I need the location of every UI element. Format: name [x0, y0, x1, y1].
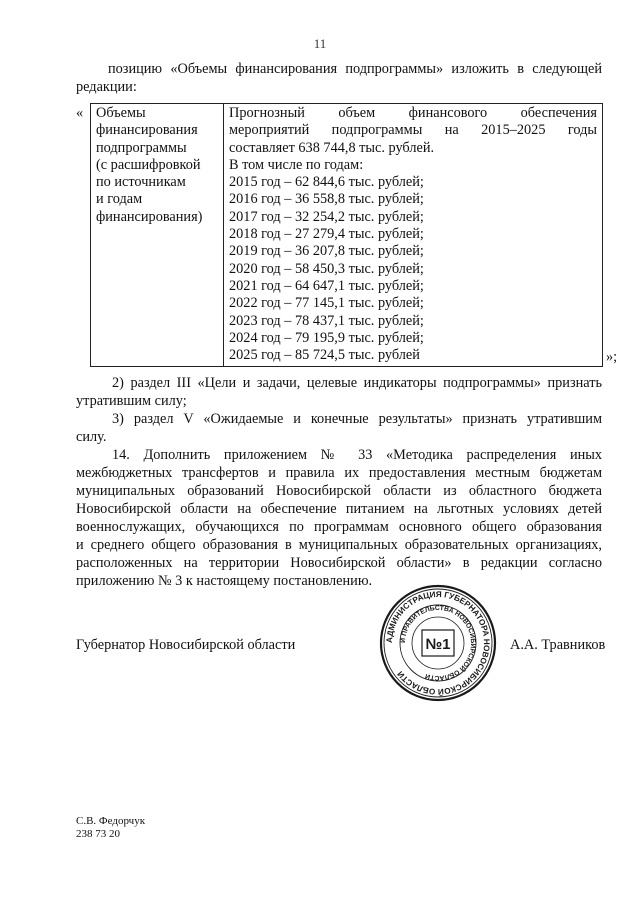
table-value-line: мероприятий подпрограммы на 2015–2025 годы — [229, 122, 597, 139]
page-number: 11 — [313, 36, 327, 51]
para-2-line-2: утратившим силу; — [76, 393, 187, 409]
para-14-line: межбюджетных трансфертов и правила их предоставления местным бюджетам — [76, 465, 602, 481]
table-label-line: финансирования) — [96, 208, 203, 225]
official-seal — [378, 583, 498, 703]
close-quote: »; — [606, 349, 618, 365]
para-3-line-2: силу. — [76, 429, 107, 445]
table-value-line: В том числе по годам: — [229, 156, 364, 173]
para-2-line-1: 2) раздел III «Цели и задачи, целевые индикаторы подпрограммы» признать — [112, 375, 602, 391]
executor-name: С.В. Федорчук — [76, 815, 146, 827]
para-14-line: 14. Дополнить приложением № 33 «Методика распределения иных — [112, 447, 602, 463]
para-14-line: и среднего общего образования в муниципальных образовательных организациях, — [76, 537, 602, 553]
table-year-line: 2018 год – 27 279,4 тыс. рублей; — [229, 226, 424, 243]
open-quote: « — [76, 105, 84, 121]
signature-title: Губернатор Новосибирской области — [76, 637, 296, 653]
table-label-line: подпрограммы — [96, 139, 187, 156]
table-year-line: 2019 год – 36 207,8 тыс. рублей; — [229, 243, 424, 260]
para-14-line: муниципальных образований Новосибирской области из областного бюджета — [76, 483, 602, 499]
table-year-line: 2025 год – 85 724,5 тыс. рублей — [229, 347, 420, 364]
table-label-cell — [91, 104, 224, 367]
table-year-line: 2015 год – 62 844,6 тыс. рублей; — [229, 174, 424, 191]
table-value-cell — [224, 104, 603, 367]
table-year-line: 2021 год – 64 647,1 тыс. рублей; — [229, 277, 424, 294]
table-label-line: и годам — [96, 191, 143, 208]
table-year-line: 2022 год – 77 145,1 тыс. рублей; — [229, 295, 424, 312]
table-year-line: 2017 год – 32 254,2 тыс. рублей; — [229, 208, 424, 225]
table-year-line: 2023 год – 78 437,1 тыс. рублей; — [229, 312, 424, 329]
table-label-line: (с расшифровкой — [96, 156, 201, 173]
para-14-line: приложению № 3 к настоящему постановлению. — [76, 573, 373, 589]
intro-line-1: позицию «Объемы финансирования подпрограммы» изложить в следующей — [108, 61, 602, 77]
seal-number: №1 — [425, 636, 451, 653]
para-14-line: Новосибирской области на обеспечение питанием на льготных условиях детей — [76, 501, 602, 517]
para-14-line: расположенных на территории Новосибирской области» в редакции согласно — [76, 555, 602, 571]
seal-graphic — [378, 583, 498, 703]
seal-inner-text: И ПРАВИТЕЛЬСТВА НОВОСИБИРСКОЙ ОБЛАСТИ — [399, 604, 477, 682]
table-value-line: Прогнозный объем финансового обеспечения — [229, 105, 597, 121]
signature-name: А.А. Травников — [510, 637, 606, 653]
intro-line-2: редакции: — [76, 79, 137, 95]
seal-outer-text: АДМИНИСТРАЦИЯ ГУБЕРНАТОРА НОВОСИБИРСКОЙ ОБЛАСТИ — [384, 589, 492, 697]
table-year-line: 2020 год – 58 450,3 тыс. рублей; — [229, 260, 424, 277]
table-label-line: финансирования — [96, 122, 198, 139]
para-3-line-1: 3) раздел V «Ожидаемые и конечные результаты» признать утратившим — [112, 411, 602, 427]
para-14-line: военнослужащих, обучающихся по программам основного общего образования — [76, 519, 602, 535]
table-year-line: 2016 год – 36 558,8 тыс. рублей; — [229, 191, 424, 208]
table-value-line: составляет 638 744,8 тыс. рублей. — [229, 139, 435, 156]
financing-table — [90, 103, 603, 367]
table-year-line: 2024 год – 79 195,9 тыс. рублей; — [229, 329, 424, 346]
table-label-line: Объемы — [96, 105, 146, 121]
executor-phone: 238 73 20 — [76, 828, 120, 840]
table-label-line: по источникам — [96, 174, 186, 191]
